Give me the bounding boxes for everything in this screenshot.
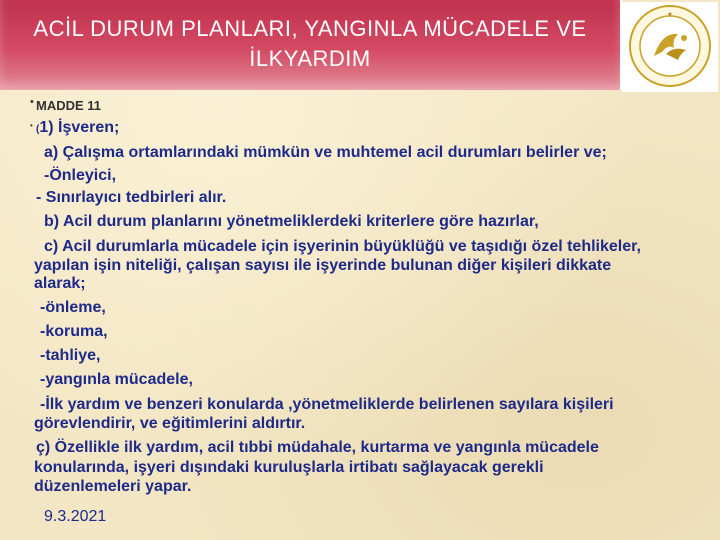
text-line: c) Acil durumlarla mücadele için işyerinin büyüklüğü ve taşıdığı özel tehlikeler, bbox=[44, 238, 641, 255]
text-line: görevlendirir, ve eğitimlerini aldırtır. bbox=[34, 415, 306, 432]
title-line-2: İLKYARDIM bbox=[249, 46, 371, 71]
text-line: ç) Özellikle ilk yardım, acil tıbbi müdahale, kurtarma ve yangınla mücadele bbox=[36, 439, 599, 456]
text-line: yapılan işin niteliği, çalışan sayısı ile işyerinde bulunan diğer kişileri dikkate bbox=[34, 257, 612, 274]
text-line bbox=[36, 118, 119, 140]
bullet-1: • bbox=[30, 96, 34, 108]
text-line: - Sınırlayıcı tedbirleri alır. bbox=[36, 189, 227, 206]
text-line: -tahliye, bbox=[40, 347, 101, 364]
text-line: -önleme, bbox=[40, 299, 106, 316]
slide-date: 9.3.2021 bbox=[44, 508, 107, 525]
text-line: -yangınla mücadele, bbox=[40, 371, 193, 388]
text-line: b) Acil durum planlarını yönetmeliklerdeki kriterlere göre hazırlar, bbox=[44, 213, 539, 230]
text-line: konularında, işyeri dışındaki kuruluşlarla irtibatı sağlayacak gerekli bbox=[34, 459, 544, 476]
clause-1: 1) İşveren; bbox=[39, 119, 120, 136]
svg-text:★: ★ bbox=[667, 11, 673, 18]
title-line-1: ACİL DURUM PLANLARI, YANGINLA MÜCADELE VE bbox=[33, 16, 587, 41]
text-line: -koruma, bbox=[40, 323, 108, 340]
text-line: a) Çalışma ortamlarındaki mümkün ve muhtemel acil durumları belirler ve; bbox=[44, 144, 607, 161]
bullet-2: • bbox=[30, 121, 33, 130]
text-line: -İlk yardım ve benzeri konularda ,yönetmeliklerde belirlenen sayılara kişileri bbox=[40, 396, 614, 413]
paren: ( bbox=[36, 124, 40, 135]
text-line: düzenlemeleri yapar. bbox=[34, 478, 192, 495]
text-line: -Önleyici, bbox=[44, 167, 117, 184]
text-line: alarak; bbox=[34, 275, 86, 292]
article-number: MADDE 11 bbox=[36, 98, 102, 113]
